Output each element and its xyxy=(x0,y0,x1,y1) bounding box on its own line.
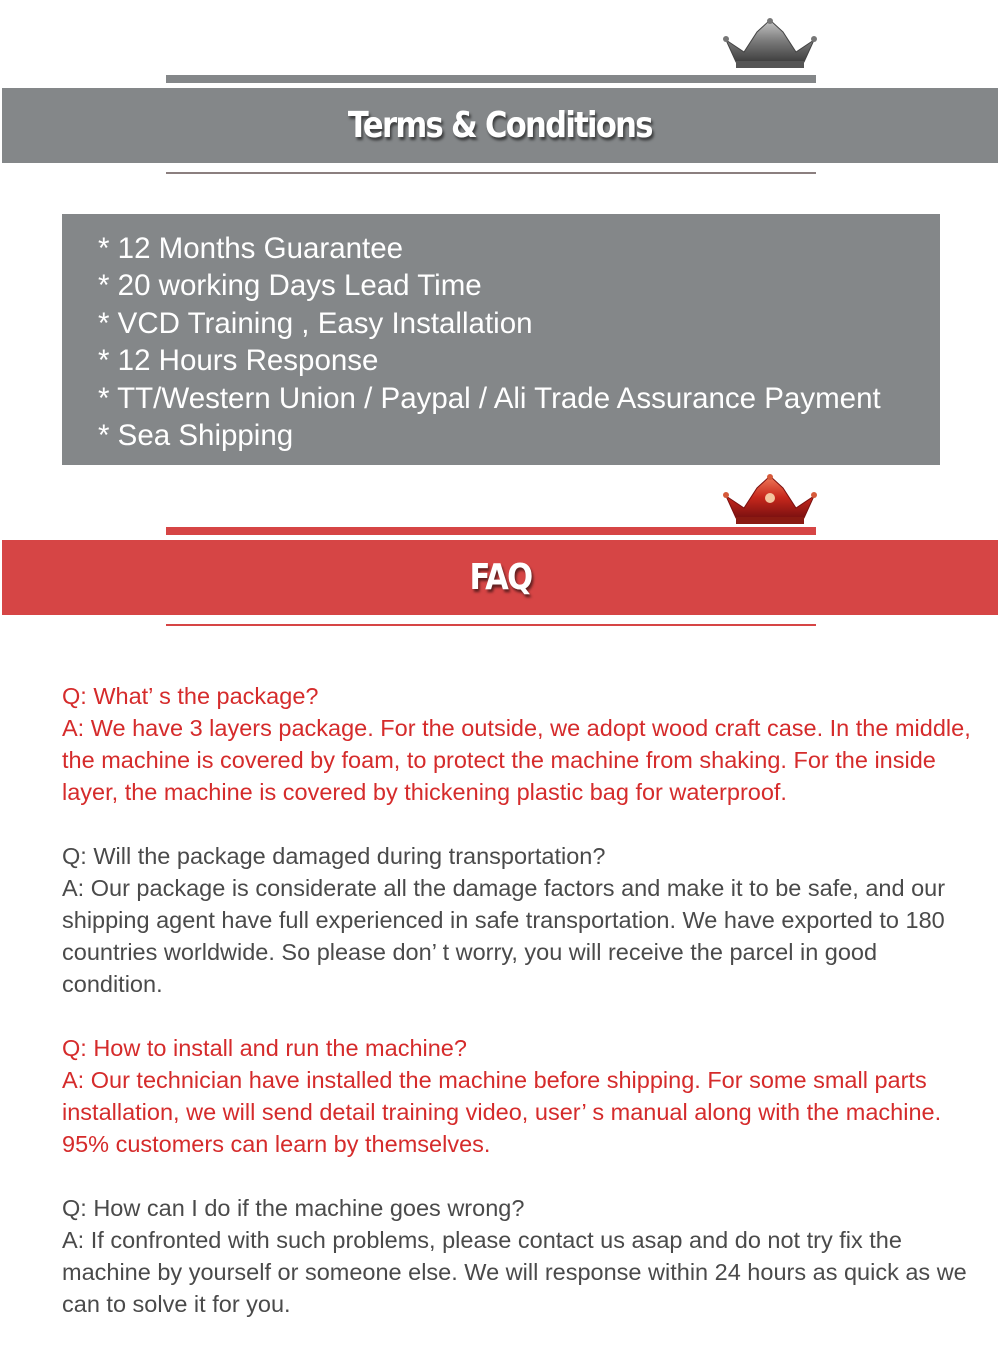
faq-answer: A: If confronted with such problems, please contact us asap and do not try fix the machine by yourself or someone else. We will response within 24 hours as quick as we can to solve it for you. xyxy=(62,1227,967,1317)
terms-top-rule xyxy=(166,75,816,83)
terms-header-band xyxy=(2,88,998,163)
faq-question: Q: How to install and run the machine? xyxy=(62,1035,467,1061)
term-item: * 12 Months Guarantee xyxy=(98,232,404,265)
faq-question: Q: Will the package damaged during transportation? xyxy=(62,843,606,869)
faq-header-band xyxy=(2,540,998,615)
faq-bottom-rule xyxy=(166,624,816,626)
faq-item xyxy=(62,1192,972,1320)
terms-list xyxy=(62,214,940,465)
term-item: * 20 working Days Lead Time xyxy=(98,269,482,303)
faq-answer: A: Our technician have installed the machine before shipping. For some small parts installation, we will send detail training video, user’ s manual along with the machine. 95% customers can learn by themselves. xyxy=(62,1067,942,1157)
terms-bottom-rule xyxy=(166,172,816,174)
faq-question: Q: How can I do if the machine goes wrong? xyxy=(62,1195,525,1221)
faq-answer: A: Our package is considerate all the damage factors and make it to be safe, and our shipping agent have full experienced in safe transportation. We have exported to 180 countries worldwide. So please don’ t worry, you will receive the parcel in good condition. xyxy=(62,875,946,997)
faq-list xyxy=(62,680,972,1352)
faq-title: FAQ xyxy=(469,557,531,598)
term-item: * Sea Shipping xyxy=(98,419,294,453)
red-crown-icon xyxy=(720,474,820,528)
terms-title: Terms & Conditions xyxy=(348,105,652,146)
faq-answer: A: We have 3 layers package. For the outside, we adopt wood craft case. In the middle, the machine is covered by foam, to protect the machine from shaking. For the inside layer, the machine is covered by thickening plastic bag for waterproof. xyxy=(62,715,971,805)
faq-item xyxy=(62,1032,972,1160)
faq-item xyxy=(62,680,972,808)
faq-question: Q: What’ s the package? xyxy=(62,683,319,709)
term-item: * 12 Hours Response xyxy=(98,344,379,378)
term-item: * TT/Western Union / Paypal / Ali Trade Assurance Payment xyxy=(98,381,881,415)
silver-crown-icon xyxy=(720,18,820,72)
faq-top-rule xyxy=(166,527,816,535)
faq-item xyxy=(62,840,972,1000)
term-item: * VCD Training , Easy Installation xyxy=(98,306,533,340)
